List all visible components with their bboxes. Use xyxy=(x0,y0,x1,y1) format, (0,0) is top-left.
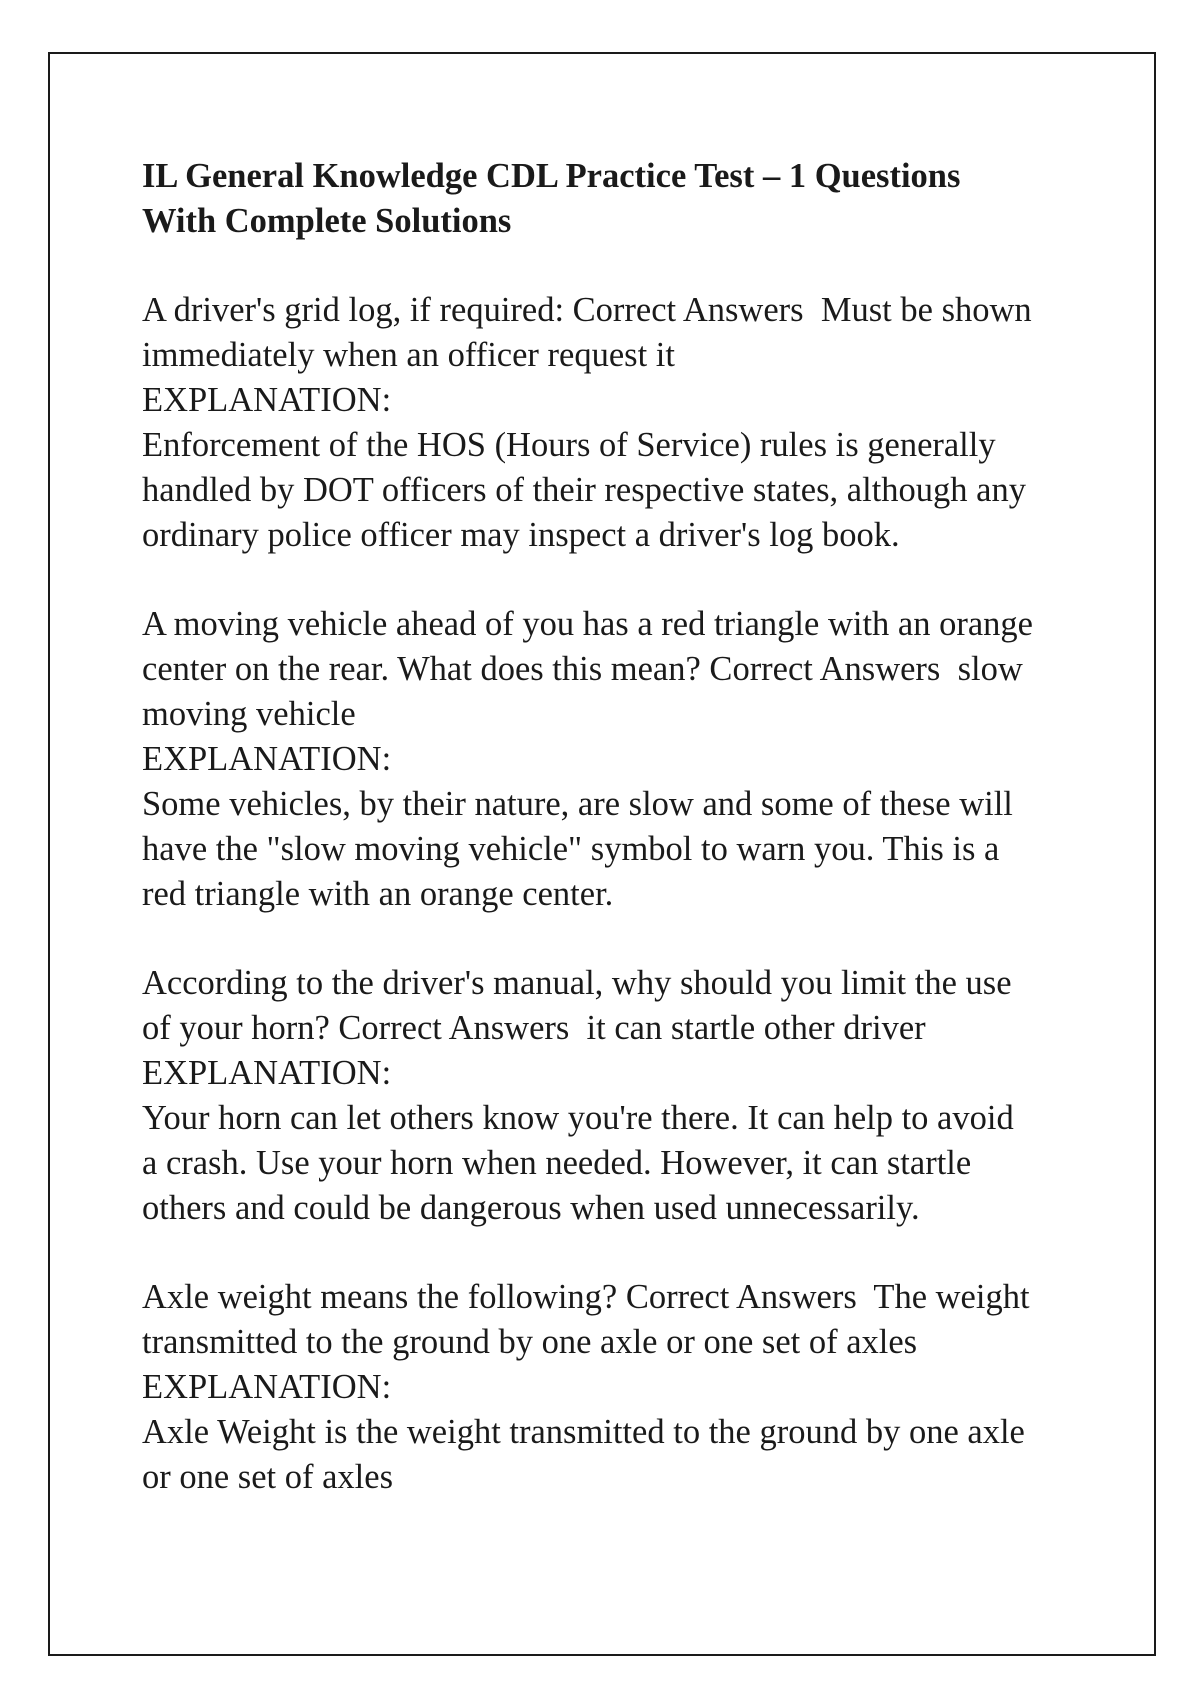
question-line: Axle weight means the following? Correct Answers The weight xyxy=(142,1278,1030,1316)
explanation-line: ordinary police officer may inspect a driver's log book. xyxy=(142,516,900,554)
explanation-line: Enforcement of the HOS (Hours of Service) rules is generally xyxy=(142,426,996,464)
explanation-line: handled by DOT officers of their respective states, although any xyxy=(142,471,1026,509)
question-line: immediately when an officer request it xyxy=(142,336,675,374)
qa-item xyxy=(142,602,1082,917)
explanation-line: red triangle with an orange center. xyxy=(142,875,614,913)
explanation-line: Some vehicles, by their nature, are slow and some of these will xyxy=(142,785,1013,823)
explanation-label: EXPLANATION: xyxy=(142,381,392,419)
question-line: transmitted to the ground by one axle or one set of axles xyxy=(142,1323,918,1361)
title-line: IL General Knowledge CDL Practice Test – 1 Questions xyxy=(142,157,961,195)
explanation-label: EXPLANATION: xyxy=(142,740,392,778)
explanation-label: EXPLANATION: xyxy=(142,1054,392,1092)
document-title xyxy=(142,154,1082,244)
explanation-label: EXPLANATION: xyxy=(142,1368,392,1406)
qa-item xyxy=(142,288,1082,558)
question-line: moving vehicle xyxy=(142,695,356,733)
explanation-line: a crash. Use your horn when needed. However, it can startle xyxy=(142,1144,972,1182)
question-line: A driver's grid log, if required: Correct Answers Must be shown xyxy=(142,291,1032,329)
explanation-line: others and could be dangerous when used unnecessarily. xyxy=(142,1189,920,1227)
question-line: A moving vehicle ahead of you has a red triangle with an orange xyxy=(142,605,1033,643)
explanation-line: Axle Weight is the weight transmitted to the ground by one axle xyxy=(142,1413,1025,1451)
question-line: According to the driver's manual, why should you limit the use xyxy=(142,964,1012,1002)
qa-item xyxy=(142,961,1082,1231)
question-line: of your horn? Correct Answers it can startle other driver xyxy=(142,1009,926,1047)
qa-item xyxy=(142,1275,1082,1500)
title-line: With Complete Solutions xyxy=(142,202,512,240)
explanation-line: have the "slow moving vehicle" symbol to warn you. This is a xyxy=(142,830,1000,868)
document-body xyxy=(142,154,1082,1544)
explanation-line: Your horn can let others know you're there. It can help to avoid xyxy=(142,1099,1014,1137)
question-line: center on the rear. What does this mean? Correct Answers slow xyxy=(142,650,1023,688)
explanation-line: or one set of axles xyxy=(142,1458,394,1496)
